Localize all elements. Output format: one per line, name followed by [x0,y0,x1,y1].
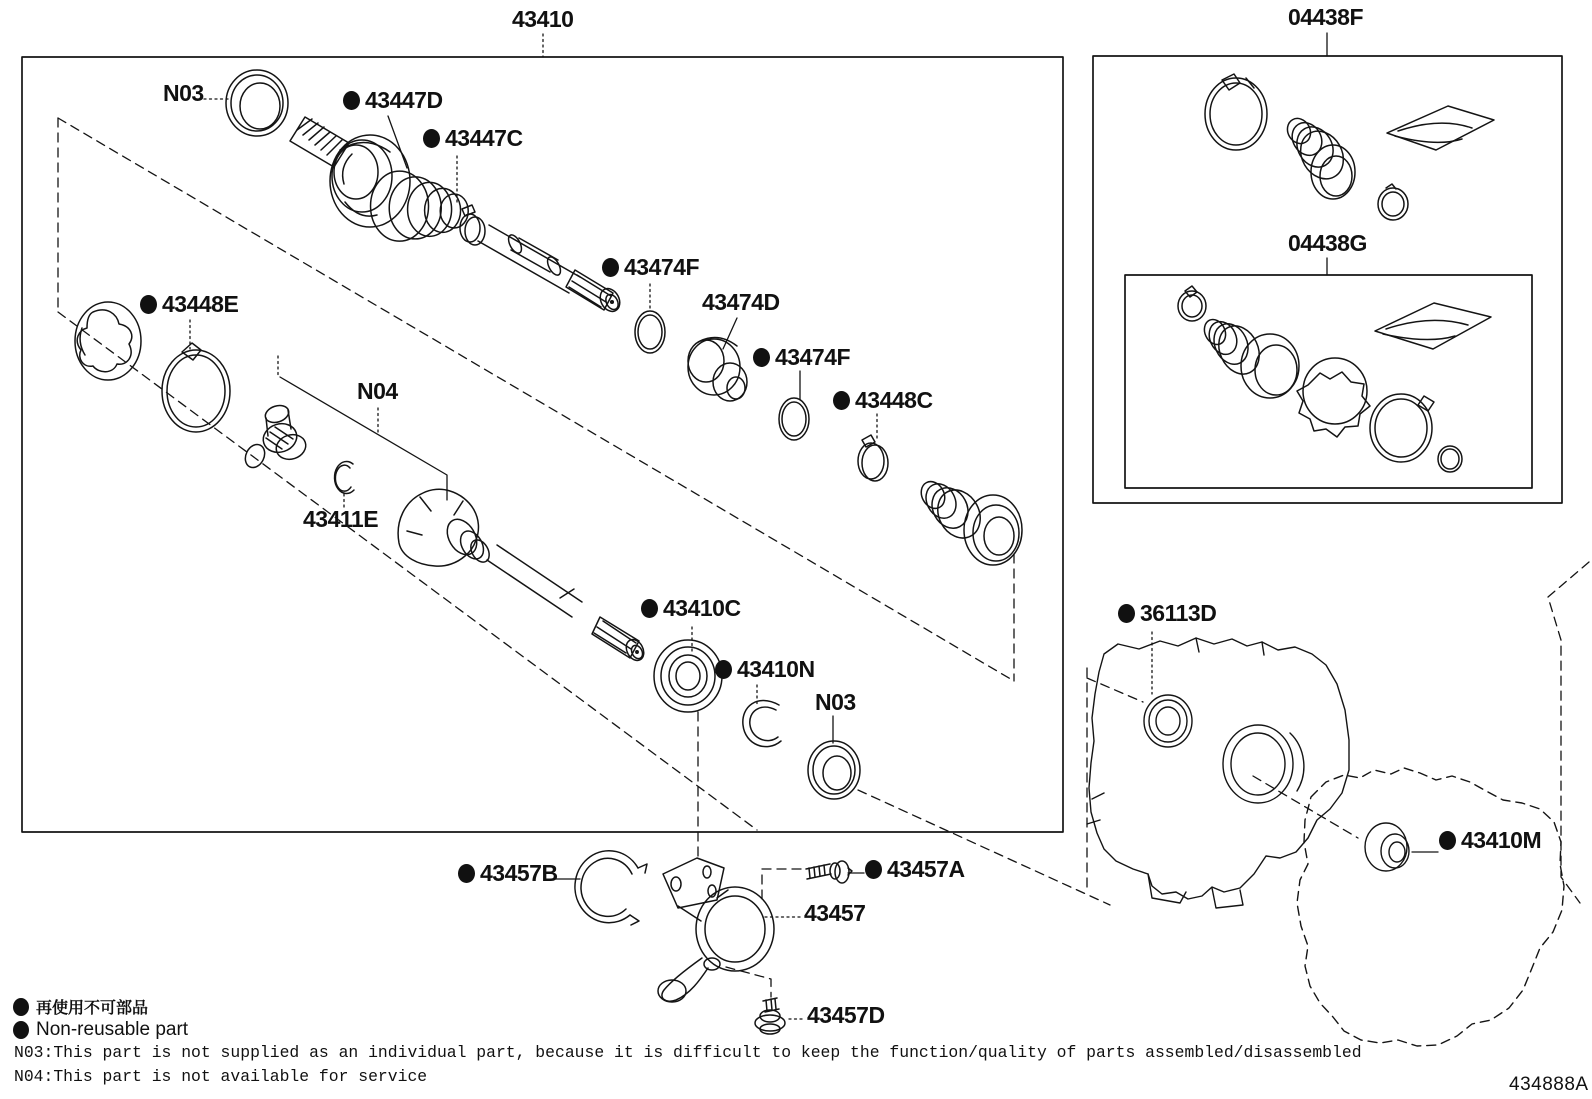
drawing-number-text: 434888A [1509,1074,1589,1095]
part-label-43457[interactable] [804,902,865,925]
non-reusable-bullet-icon [641,599,658,618]
legend-text-jp: 再使用不可部品 [36,1000,149,1017]
part-label-43457a[interactable] [865,858,965,881]
non-reusable-bullet-icon [753,348,770,367]
part-label-43447c[interactable] [423,127,523,150]
legend-note-text: N04:This part is not available for service [14,1067,428,1086]
part-label-text: 43410 [512,6,574,32]
part-label-text: 43410M [1461,827,1542,853]
part-label-text: 43457D [807,1002,885,1028]
part-label-36113d[interactable] [1118,602,1216,625]
part-label-43447d[interactable] [343,89,443,112]
part-label-text: 43410N [737,656,815,682]
part-label-text: 04438F [1288,4,1364,30]
non-reusable-bullet-icon [602,258,619,277]
boot-kit-outboard-drawing [1205,74,1494,220]
non-reusable-bullet-icon [343,91,360,110]
part-label-text: 04438G [1288,230,1367,256]
legend-note-n03 [14,1043,1362,1062]
part-label-43410n[interactable] [715,658,815,681]
part-label-text: 43457A [887,856,965,882]
note-ref-n04 [357,380,398,403]
part-label-43411e[interactable] [303,508,378,531]
part-label-43457d[interactable] [807,1004,885,1027]
part-label-text: 43448E [162,291,239,317]
legend-note-text: N03:This part is not supplied as an individual part, because it is difficult to keep the function/quality of parts assembled/disassembled [14,1043,1362,1062]
non-reusable-bullet-icon [715,660,732,679]
part-label-text: 43410C [663,595,741,621]
part-label-43474f-1[interactable] [602,256,699,279]
part-label-43448e[interactable] [140,293,238,316]
part-label-text: 43411E [303,506,379,532]
part-label-text: 43474F [624,254,700,280]
note-ref-n03-outboard [163,82,204,105]
part-label-43474d[interactable] [702,291,780,314]
legend-non-reusable-en [13,1019,188,1041]
non-reusable-bullet-icon [140,295,157,314]
drawing-number [1509,1074,1589,1096]
part-label-text: 43448C [855,387,933,413]
inner-driveshaft-drawing [75,302,860,799]
legend-text-en: Non-reusable part [36,1019,189,1040]
part-label-text: 43447C [445,125,523,151]
legend-non-reusable-jp [13,995,148,1018]
note-ref-n03-inboard [815,691,856,714]
frame-boxes [22,56,1562,832]
part-label-text: 43474F [775,344,851,370]
part-label-43448c[interactable] [833,389,933,412]
part-label-text: 43447D [365,87,443,113]
note-ref-text: N03 [163,80,204,106]
part-label-text: 43474D [702,289,780,315]
part-label-43410m[interactable] [1439,829,1541,852]
non-reusable-bullet-icon [458,864,475,883]
part-label-text: 43457 [804,900,866,926]
non-reusable-bullet-icon [865,860,882,879]
boot-kit-inboard-drawing [1178,286,1491,472]
note-ref-text: N04 [357,378,398,404]
non-reusable-bullet-icon [1118,604,1135,623]
part-label-43474f-2[interactable] [753,346,850,369]
part-label-43410[interactable] [512,8,573,31]
part-label-04438f[interactable] [1288,6,1363,29]
part-label-04438g[interactable] [1288,232,1367,255]
non-reusable-bullet-icon [423,129,440,148]
part-label-text: 43457B [480,860,558,886]
non-reusable-bullet-icon [13,1021,29,1039]
part-label-43457b[interactable] [458,862,558,885]
non-reusable-bullet-icon [1439,831,1456,850]
part-label-43410c[interactable] [641,597,741,620]
non-reusable-bullet-icon [13,998,29,1016]
legend-note-n04 [14,1067,427,1086]
non-reusable-bullet-icon [833,391,850,410]
note-ref-text: N03 [815,689,856,715]
part-label-text: 36113D [1140,600,1217,626]
